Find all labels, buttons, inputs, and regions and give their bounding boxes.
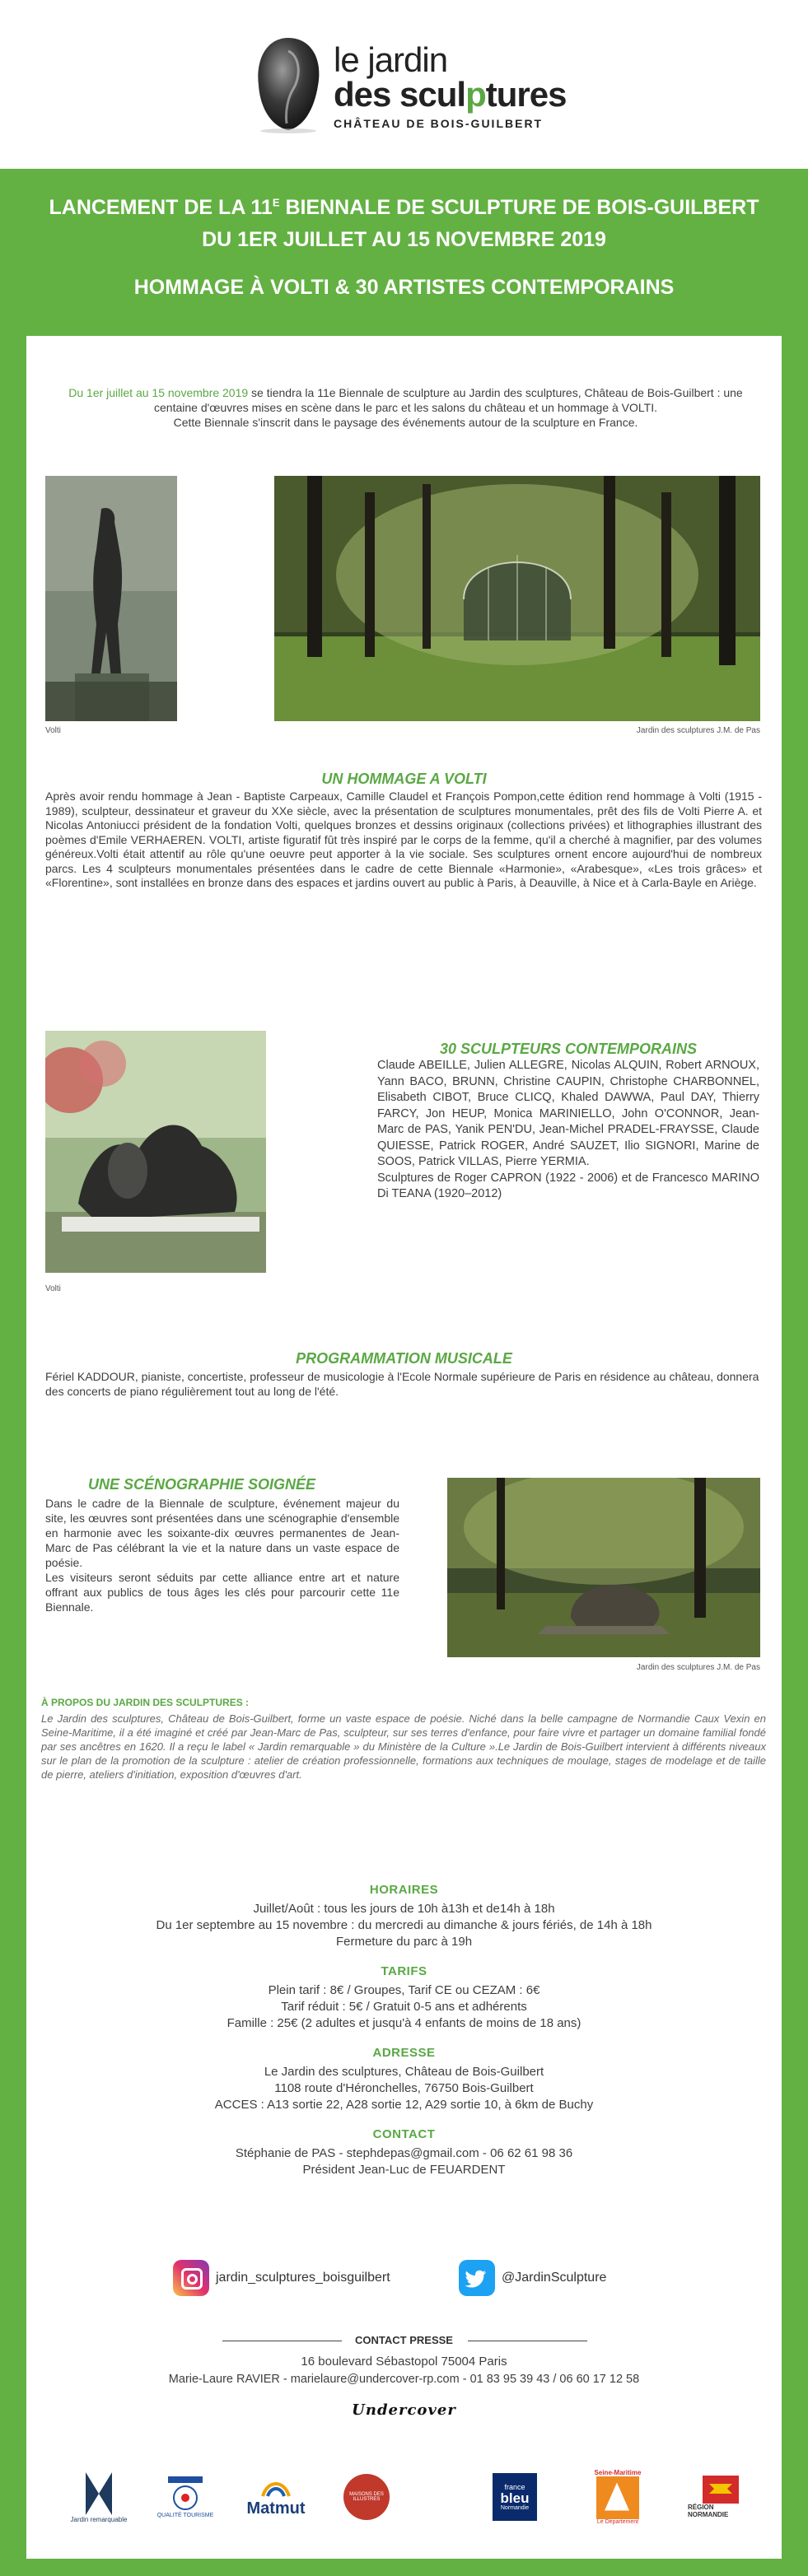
tarifs-line: Tarif réduit : 5€ / Gratuit 0-5 ans et adhérents bbox=[281, 2000, 527, 2014]
sponsor-france-bleu: france bleu Normandie bbox=[490, 2457, 539, 2536]
adresse-title: ADRESSE bbox=[372, 2046, 436, 2060]
intro-paragraph: Du 1er juillet au 15 novembre 2019 se tiendra la 11e Biennale de sculpture au Jardin des sculptures, Château de Bois-Guilbert : une centaine d'œuvres mises en scène dans le parc et les salons du château et un hommage à VOLTI. Cette Biennale s'inscrit dans le paysage des événements autour de la sculpture en France. bbox=[68, 386, 743, 429]
matmut-icon bbox=[259, 2475, 292, 2499]
qualite-tourisme-icon bbox=[166, 2475, 204, 2513]
tarifs-line: Famille : 25€ (2 adultes et jusqu'à 4 enfants de moins de 18 ans) bbox=[227, 2016, 581, 2030]
sponsor-jardin-remarquable: Jardin remarquable bbox=[70, 2457, 128, 2536]
hommage-title: UN HOMMAGE A VOLTI bbox=[321, 771, 487, 787]
twitter-link[interactable] bbox=[459, 2260, 606, 2296]
sponsor-seine-maritime: Seine-Maritime Le Département bbox=[594, 2468, 642, 2525]
scenographie-text: Dans le cadre de la Biennale de sculpture, événement majeur du site, les œuvres sont présentées dans une scénographie d'ensemble en harmonie avec les soixante-dix œuvres permanentes de Jean-Marc de Pas célébrant la vie et la nature dans un vaste espace de poésie. Les visiteurs seront séduits par cette alliance entre art et nature offrant aux publics de tous âges les clés pour parcourir cette 11e Biennale. bbox=[45, 1497, 399, 1614]
about-text: Le Jardin des sculptures, Château de Bois-Guilbert, forme un vaste espace de poésie. Niché dans la belle campagne de Normandie Caux Vexin en Seine-Maritime, il a été imaginé et créé par Jean-Marc de Pas, sculpteur, sur ses terres d'enfance, pour faire vivre et partager un domaine familial fondé par ses ancêtres en 1620. Il a reçu le label « Jardin remarquable » du Ministère de la Culture ».Le Jardin de Bois-Guilbert intervient à différents niveaux sur le plan de la promotion de la sculpture : atelier de création professionnelle, formations aux techniques de moulage, stages de modelage et de taille de pierre, ateliers d'initiation, exposition d'œuvres d'art. bbox=[41, 1712, 766, 1781]
page-header bbox=[0, 0, 808, 169]
banner-line-2: DU 1ER JUILLET AU 15 NOVEMBRE 2019 bbox=[202, 228, 606, 251]
adresse-line: 1108 route d'Héronchelles, 76750 Bois-Guilbert bbox=[274, 2081, 534, 2095]
logo-line-1: le jardin bbox=[334, 40, 448, 79]
scenographie-photo bbox=[447, 1478, 760, 1657]
hommage-text: Après avoir rendu hommage à Jean - Baptiste Carpeaux, Camille Claudel et François Pompon,cette édition rend hommage à Volti (1915 - 1989), sculpteur, dessinateur et graveur du XXe siècle, avec la présentation de sculptures monumentales, prêt des fils de Volti Pierre A. et Nicolas Antoniucci président de la fondation Volti, quelques bronzes et dessins originaux (collections privées) et lithographies illustrant des poèmes d'Emile VERHAEREN. VOLTI, artiste figuratif fût très inspiré par le corps de la femme, qu'il a cherché à magnifier, par des volumes généreux.Volti était attentif au rôle qu'une oeuvre peut apporter à la vie sociale. Ses sculptures ornent encore aujourd'hui de nombreux parcs. Les 4 sculpteurs monumentales présentées dans le cadre de cette Biennale «Harmonie», «Arabesque», «Les trois grâces» et «Florentine», sont installées en bronze dans des espaces et jardins ouvert au public à Paris, à Deauville, à Nice et à Carla-Bayle en Ariège. bbox=[45, 790, 762, 889]
instagram-icon bbox=[173, 2260, 209, 2296]
sponsor-region-normandie: RÉGION NORMANDIE bbox=[688, 2457, 754, 2536]
banner-line-3: HOMMAGE À VOLTI & 30 ARTISTES CONTEMPORAINS bbox=[133, 276, 675, 299]
contact-line: Président Jean-Luc de FEUARDENT bbox=[302, 2163, 506, 2177]
banner-line-1: LANCEMENT DE LA $11^E$ BIENNALE DE SCULPTURE DE BOIS-GUILBERT bbox=[49, 196, 759, 219]
press-address: 16 boulevard Sébastopol 75004 Paris bbox=[301, 2355, 507, 2369]
musique-title: PROGRAMMATION MUSICALE bbox=[296, 1350, 512, 1367]
musique-text: Fériel KADDOUR, pianiste, concertiste, professeur de musicologie à l'Ecole Normale supérieure de Paris en résidence au château, donnera des concerts de piano régulièrement tout au long de l'été. bbox=[45, 1370, 759, 1398]
logo-sculpture-icon bbox=[247, 35, 329, 133]
instagram-link[interactable] bbox=[173, 2260, 390, 2296]
sponsor-matmut: Matmut bbox=[235, 2457, 317, 2536]
tarifs-line: Plein tarif : 8€ / Groupes, Tarif CE ou CEZAM : 6€ bbox=[268, 1983, 540, 1997]
contact-title: CONTACT bbox=[372, 2127, 436, 2141]
sculpteurs-text: Claude ABEILLE, Julien ALLEGRE, Nicolas ALQUIN, Robert ARNOUX, Yann BACO, BRUNN, Christine CAUPIN, Christophe CHARBONNEL, Elisabeth CIBOT, Bruce CLICQ, Khaled DAWWA, Paul DAY, Thierry FARCY, Jon HEUP, Monica MARINIELLO, John O'CONNOR, Jean-Marc de PAS, Yanik PEN'DU, Jean-Michel PRADEL-FRAYSSE, Claude QUIESSE, Patrick ROGER, André SAUZET, Ilio SIGNORI, Marine de SOOS, Patrick VILLAS, Pierre YERMIA. Sculptures de Roger CAPRON (1922 - 2006) et de Francesco MARINO Di TEANA (1920–2012) bbox=[377, 1059, 759, 1200]
undercover-logo: Undercover bbox=[352, 2401, 456, 2419]
volti-reclining-photo bbox=[45, 1031, 266, 1273]
logo-line-2: des sculptures bbox=[334, 75, 567, 114]
horaires-line: Fermeture du parc à 19h bbox=[335, 1935, 473, 1949]
sponsor-maisons-illustres: MAISONS DES ILLUSTRES bbox=[329, 2457, 404, 2536]
jardin-remarquable-icon bbox=[82, 2471, 115, 2516]
horaires-line: Juillet/Août : tous les jours de 10h à13h et de14h à 18h bbox=[253, 1902, 555, 1916]
volti-reclining-caption: Volti bbox=[45, 1284, 61, 1293]
adresse-line: Le Jardin des sculptures, Château de Bois-Guilbert bbox=[264, 2065, 544, 2079]
volti-photo-caption: Volti bbox=[45, 726, 61, 735]
sponsor-qualite-tourisme: QUALITÉ TOURISME bbox=[156, 2457, 214, 2536]
scenographie-title: UNE SCÉNOGRAPHIE SOIGNÉE bbox=[87, 1476, 316, 1493]
adresse-line: ACCES : A13 sortie 22, A28 sortie 12, A29 sortie 10, à 6km de Buchy bbox=[214, 2098, 594, 2112]
twitter-icon bbox=[459, 2260, 495, 2296]
contact-line: Stéphanie de PAS - stephdepas@gmail.com - 06 62 61 98 36 bbox=[235, 2146, 573, 2160]
about-title: À PROPOS DU JARDIN DES SCULPTURES : bbox=[41, 1697, 250, 1708]
garden-photo bbox=[274, 476, 760, 721]
horaires-line: Du 1er septembre au 15 novembre : du mercredi au dimanche & jours fériés, de 14h à 18h bbox=[156, 1918, 652, 1932]
scenographie-caption: Jardin des sculptures J.M. de Pas bbox=[636, 1663, 760, 1672]
press-title: CONTACT PRESSE bbox=[355, 2334, 453, 2346]
press-contact: Marie-Laure RAVIER - marielaure@undercover-rp.com - 01 83 95 39 43 / 06 60 17 12 58 bbox=[168, 2373, 640, 2386]
tarifs-title: TARIFS bbox=[381, 1964, 427, 1978]
volti-photo bbox=[45, 476, 177, 721]
garden-photo-caption: Jardin des sculptures J.M. de Pas bbox=[636, 726, 760, 735]
horaires-title: HORAIRES bbox=[369, 1883, 439, 1897]
normandie-lions-icon bbox=[703, 2476, 739, 2504]
logo-line-3: CHÂTEAU DE BOIS-GUILBERT bbox=[334, 117, 544, 130]
sculpteurs-title: 30 SCULPTEURS CONTEMPORAINS bbox=[439, 1041, 698, 1057]
instagram-handle[interactable]: jardin_sculptures_boisguilbert bbox=[216, 2271, 390, 2285]
logo-wordmark bbox=[334, 40, 567, 130]
title-banner bbox=[0, 169, 808, 338]
twitter-handle[interactable]: @JardinSculpture bbox=[502, 2271, 607, 2285]
